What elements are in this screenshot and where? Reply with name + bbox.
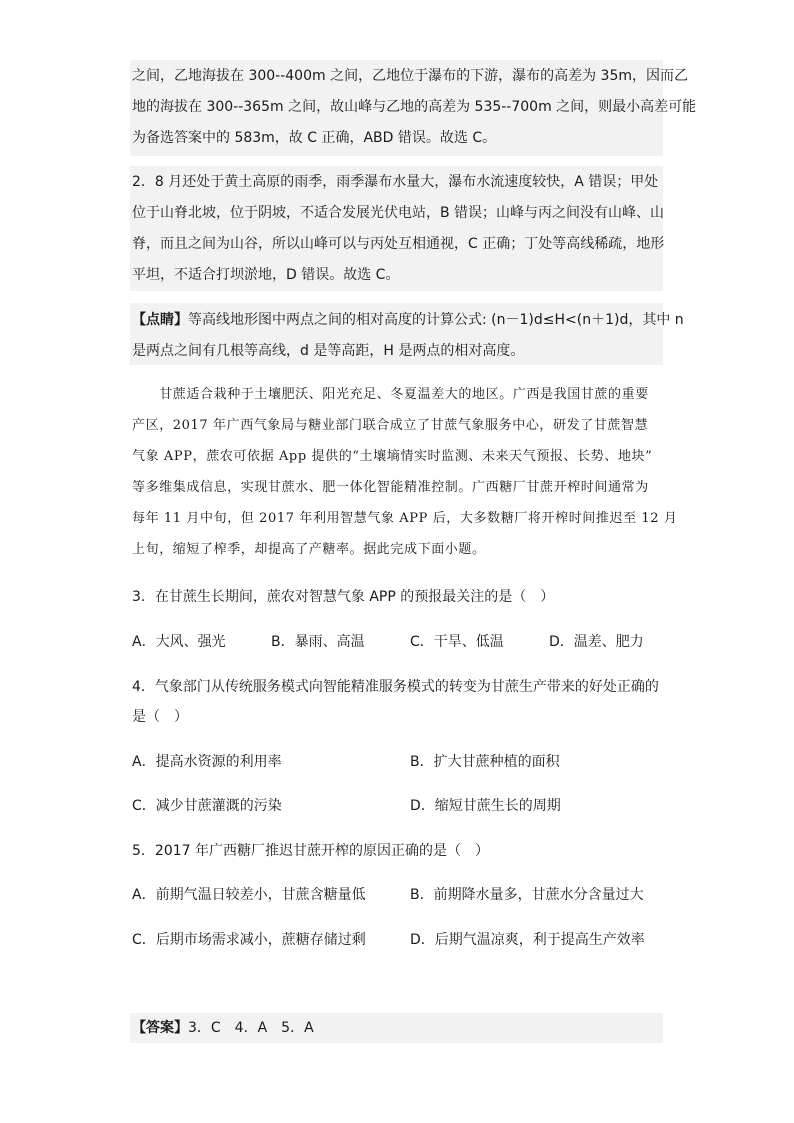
tip-line <box>132 310 684 330</box>
explanation-line: 地的海拔在 300--365m 之间，故山峰与乙地的高差为 535--700m 之间，则最小高差可能 <box>132 99 697 115</box>
option-b: B．前期降水量多，甘蔗水分含量过大 <box>410 887 644 903</box>
question-stem: 是（ ） <box>132 709 188 725</box>
option-a: A．前期气温日较差小，甘蔗含糖量低 <box>132 887 366 903</box>
option-c: C．减少甘蔗灌溉的污染 <box>132 798 282 814</box>
passage-line: 上旬，缩短了榨季，却提高了产糖率。据此完成下面小题。 <box>132 542 486 557</box>
option-d: D．缩短甘蔗生长的周期 <box>410 798 561 814</box>
passage-line: 产区，2017 年广西气象局与糖业部门联合成立了甘蔗气象服务中心，研发了甘蔗智慧 <box>132 418 649 433</box>
answer-line <box>132 1018 314 1038</box>
question-stem: 4．气象部门从传统服务模式向智能精准服务模式的转变为甘蔗生产带来的好处正确的 <box>132 679 659 695</box>
option-d: D．后期气温凉爽，利于提高生产效率 <box>410 932 645 948</box>
explanation-line: 平坦，不适合打坝淤地，D 错误。故选 C。 <box>132 267 400 283</box>
passage-line: 等多维集成信息，实现甘蔗水、肥一体化智能精准控制。广西糖厂甘蔗开榨时间通常为 <box>132 480 649 495</box>
question-stem: 5．2017 年广西糖厂推迟甘蔗开榨的原因正确的是（ ） <box>132 843 489 859</box>
option-c: C．干旱、低温 <box>410 634 504 650</box>
option-c: C．后期市场需求减小，蔗糖存储过剩 <box>132 932 366 948</box>
question-stem: 3．在甘蔗生长期间，蔗农对智慧气象 APP 的预报最关注的是（ ） <box>132 589 555 605</box>
explanation-line: 为备选答案中的 583m，故 C 正确，ABD 错误。故选 C。 <box>132 130 497 146</box>
explanation-line: 2．8 月还处于黄土高原的雨季，雨季瀑布水量大，瀑布水流速度较快，A 错误；甲处 <box>132 174 659 190</box>
option-a: A．大风、强光 <box>132 634 226 650</box>
passage-line: 甘蔗适合栽种于土壤肥沃、阳光充足、冬夏温差大的地区。广西是我国甘蔗的重要 <box>132 387 649 402</box>
option-b: B．扩大甘蔗种植的面积 <box>410 754 560 770</box>
passage-line: 每年 11 月中旬，但 2017 年利用智慧气象 APP 后，大多数糖厂将开榨时间推迟至 12 月 <box>132 511 678 526</box>
answer-label: 【答案】 <box>132 1020 188 1036</box>
option-d: D．温差、肥力 <box>549 634 644 650</box>
passage-line: 气象 APP，蔗农可依据 App 提供的“土壤墒情实时监测、未来天气预报、长势、地块” <box>132 449 653 464</box>
answer-text: 3．C 4．A 5．A <box>188 1020 314 1036</box>
explanation-line: 之间，乙地海拔在 300--400m 之间，乙地位于瀑布的下游，瀑布的高差为 35m，因而乙 <box>132 68 688 84</box>
tip-label: 【点睛】 <box>132 312 188 328</box>
tip-line: 是两点之间有几根等高线，d 是等高距，H 是两点的相对高度。 <box>132 343 525 359</box>
tip-formula-text: 等高线地形图中两点之间的相对高度的计算公式: (n－1)d≤H<(n＋1)d，其中 n <box>188 312 684 328</box>
option-a: A．提高水资源的利用率 <box>132 754 282 770</box>
explanation-line: 位于山脊北坡，位于阴坡，不适合发展光伏电站，B 错误；山峰与丙之间没有山峰、山 <box>132 205 665 221</box>
explanation-line: 脊，而且之间为山谷，所以山峰可以与丙处互相通视，C 正确；丁处等高线稀疏，地形 <box>132 236 665 252</box>
option-b: B．暴雨、高温 <box>271 634 365 650</box>
